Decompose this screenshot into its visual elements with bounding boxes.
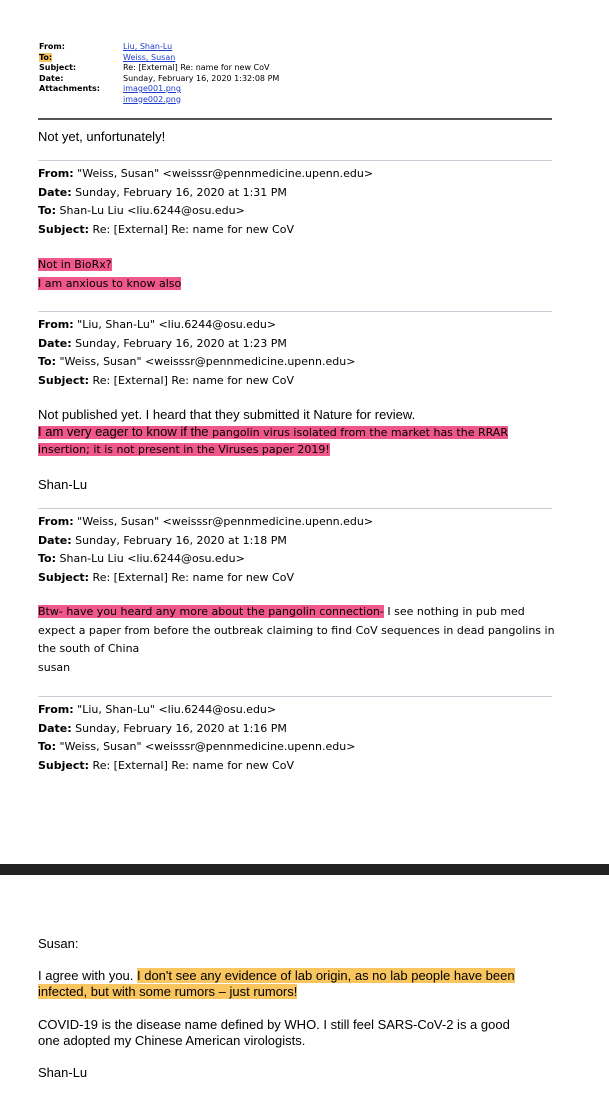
header-to-row [39, 53, 279, 64]
body-line: I agree with you. [38, 968, 137, 983]
paragraph-1 [38, 968, 515, 1000]
body-line: Not published yet. I heard that they submitted it Nature for review. [38, 407, 416, 422]
message-body-1 [38, 256, 181, 293]
header-date-value: Sunday, February 16, 2020 1:32:08 PM [123, 73, 280, 83]
highlighted-text: I don't see any evidence of lab origin, as no lab people have been [137, 968, 515, 983]
body-line: I see nothing in pub med [383, 605, 525, 618]
meta-subject-value: Re: [External] Re: name for new CoV [89, 571, 294, 585]
meta-to-value: Shan-Lu Liu <liu.6244@osu.edu> [56, 552, 245, 566]
meta-date-value: Sunday, February 16, 2020 at 1:18 PM [71, 533, 287, 547]
meta-date-label: Date: [38, 336, 72, 350]
meta-from-value: "Liu, Shan-Lu" <liu.6244@osu.edu> [73, 318, 277, 331]
meta-to-value: Shan-Lu Liu <liu.6244@osu.edu> [56, 204, 245, 218]
header-divider [38, 118, 552, 120]
highlighted-text: infected, but with some rumors – just rumors! [38, 984, 298, 999]
message-meta-2 [38, 316, 355, 391]
paragraph-2 [38, 1017, 510, 1049]
header-date-row [39, 74, 279, 85]
reply-text: Not yet, unfortunately! [38, 129, 166, 144]
header-subject-label: Subject: [39, 63, 77, 72]
highlighted-text: pangolin virus isolated from the market has the RRAR [212, 426, 508, 439]
meta-from-label: From: [38, 703, 74, 716]
meta-to-label: To: [38, 552, 56, 566]
page-separator-bar [0, 864, 609, 875]
highlighted-text: I am very eager to know if the [38, 424, 213, 439]
message-body-2 [38, 406, 508, 458]
header-subject-row [39, 63, 279, 74]
meta-date-label: Date: [38, 533, 72, 547]
meta-from-value: "Liu, Shan-Lu" <liu.6244@osu.edu> [73, 703, 277, 716]
signature: susan [38, 660, 71, 674]
message-body-3 [38, 603, 555, 677]
message-meta-4 [38, 701, 355, 776]
header-attachments-label: Attachments: [39, 84, 100, 93]
body-line: COVID-19 is the disease name defined by WHO. I still feel SARS-CoV-2 is a good [38, 1017, 510, 1032]
header-to-link[interactable]: Weiss, Susan [123, 52, 176, 62]
meta-date-value: Sunday, February 16, 2020 at 1:16 PM [71, 721, 287, 735]
meta-subject-label: Subject: [38, 759, 90, 773]
divider [38, 696, 552, 697]
divider [38, 160, 552, 161]
meta-subject-label: Subject: [38, 223, 90, 237]
message-meta-3 [38, 513, 373, 588]
highlighted-text: Not in BioRx? [38, 258, 112, 271]
message-meta-1 [38, 165, 373, 240]
meta-date-label: Date: [38, 185, 72, 199]
meta-subject-label: Subject: [38, 374, 90, 388]
header-from-row [39, 42, 279, 53]
header-subject-value: Re: [External] Re: name for new CoV [123, 63, 270, 72]
meta-to-label: To: [38, 740, 56, 754]
meta-from-label: From: [38, 515, 74, 528]
header-from-link[interactable]: Liu, Shan-Lu [123, 42, 173, 51]
meta-subject-label: Subject: [38, 571, 90, 585]
divider [38, 508, 552, 509]
email-header [39, 42, 279, 105]
highlighted-text: insertion; it is not present in the Viruses paper 2019! [38, 443, 330, 456]
highlighted-text: Btw- have you heard any more about the pangolin connection- [38, 605, 384, 618]
body-line: one adopted my Chinese American virologists. [38, 1033, 306, 1048]
signature: Shan-Lu [38, 1065, 88, 1080]
header-to-label: To: [39, 52, 53, 62]
highlighted-text: I am anxious to know also [38, 276, 182, 290]
attachment-link-2[interactable]: image002.png [123, 94, 181, 104]
meta-subject-value: Re: [External] Re: name for new CoV [89, 759, 294, 773]
meta-to-value: "Weiss, Susan" <weisssr@pennmedicine.upenn.edu> [56, 740, 356, 754]
attachment-link-1[interactable]: image001.png [123, 84, 181, 93]
meta-subject-value: Re: [External] Re: name for new CoV [89, 223, 294, 237]
signature: Shan-Lu [38, 477, 88, 492]
meta-to-label: To: [38, 204, 56, 218]
greeting: Susan: [38, 936, 79, 951]
header-attachments-row [39, 84, 279, 105]
meta-to-value: "Weiss, Susan" <weisssr@pennmedicine.upenn.edu> [56, 355, 356, 369]
divider [38, 311, 552, 312]
meta-date-value: Sunday, February 16, 2020 at 1:31 PM [71, 185, 287, 199]
header-from-label: From: [39, 42, 65, 51]
meta-from-value: "Weiss, Susan" <weisssr@pennmedicine.upenn.edu> [73, 515, 374, 528]
meta-date-label: Date: [38, 721, 72, 735]
body-line: expect a paper from before the outbreak claiming to find CoV sequences in dead pangolins in [38, 623, 555, 637]
meta-from-label: From: [38, 318, 74, 331]
meta-from-label: From: [38, 167, 74, 180]
meta-to-label: To: [38, 355, 56, 369]
header-date-label: Date: [39, 73, 64, 83]
meta-subject-value: Re: [External] Re: name for new CoV [89, 374, 294, 388]
meta-from-value: "Weiss, Susan" <weisssr@pennmedicine.upenn.edu> [73, 167, 374, 180]
meta-date-value: Sunday, February 16, 2020 at 1:23 PM [71, 336, 287, 350]
body-line: the south of China [38, 642, 140, 655]
